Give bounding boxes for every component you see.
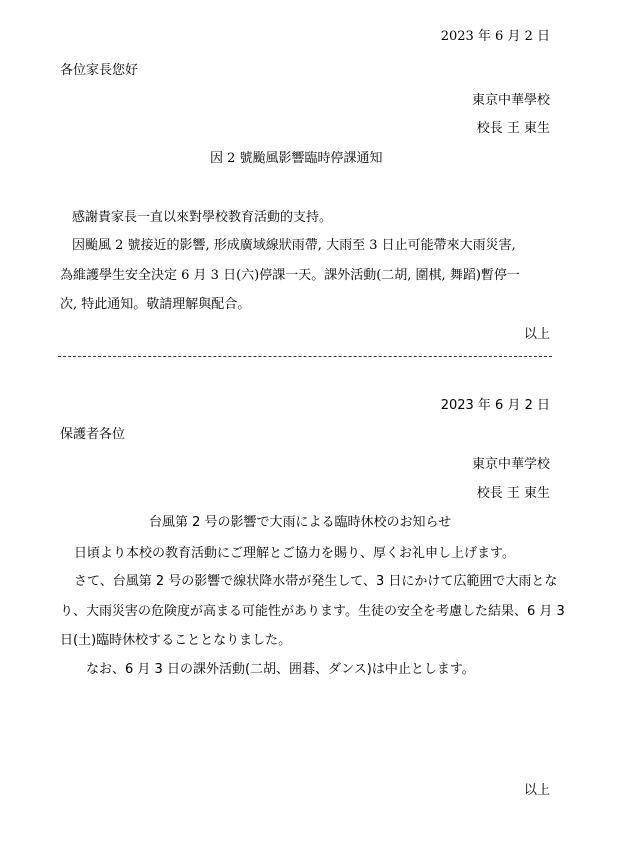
trad-principal-name: 校長 王 東生	[476, 121, 550, 136]
trad-addressee: 各位家長您好	[60, 63, 139, 78]
trad-school-name: 東京中華學校	[471, 93, 550, 108]
jp-paragraph-1: 日頃より本校の教育活動にご理解とご協力を賜り、厚くお礼申し上げます。	[74, 546, 515, 561]
trad-paragraph-2-line-2: 為維護學生安全決定 6 月 3 日(六)停課一天。課外活動(二胡, 圍棋, 舞蹈)暫停一	[60, 268, 520, 283]
jp-paragraph-3: なお、6 月 3 日の課外活動(二胡、囲碁、ダンス)は中止とします。	[86, 662, 475, 677]
trad-paragraph-2-line-1: 因颱風 2 號接近的影響, 形成廣域線狀雨帶, 大雨至 3 日止可能帶來大雨災害,	[72, 238, 516, 253]
section-divider	[58, 356, 552, 357]
trad-closing: 以上	[523, 327, 550, 342]
trad-paragraph-1: 感謝貴家長一直以來對學校教育活動的支持。	[72, 210, 333, 225]
jp-closing: 以上	[523, 783, 550, 798]
trad-notice-title: 因 2 號颱風影響臨時停課通知	[210, 151, 383, 166]
jp-date: 2023 年 6 月 2 日	[440, 398, 550, 413]
jp-addressee: 保護者各位	[60, 427, 126, 442]
trad-paragraph-2-line-3: 次, 特此通知。敬請理解與配合。	[60, 297, 251, 312]
jp-notice-title: 台風第 2 号の影響で大雨による臨時休校のお知らせ	[149, 515, 452, 530]
jp-paragraph-2-line-3: 日(土)臨時休校することとなりました。	[60, 633, 292, 648]
jp-paragraph-2-line-2: り、大雨災害の危険度が高まる可能性があります。生徒の安全を考慮した結果、6 月 3	[60, 604, 565, 619]
jp-principal-name: 校長 王 東生	[476, 486, 550, 501]
jp-paragraph-2-line-1: さて、台風第 2 号の影響で線状降水帯が発生して、3 日にかけて広範囲で大雨とな	[74, 574, 558, 589]
jp-school-name: 東京中華学校	[471, 457, 550, 472]
trad-date: 2023 年 6 月 2 日	[440, 29, 550, 44]
